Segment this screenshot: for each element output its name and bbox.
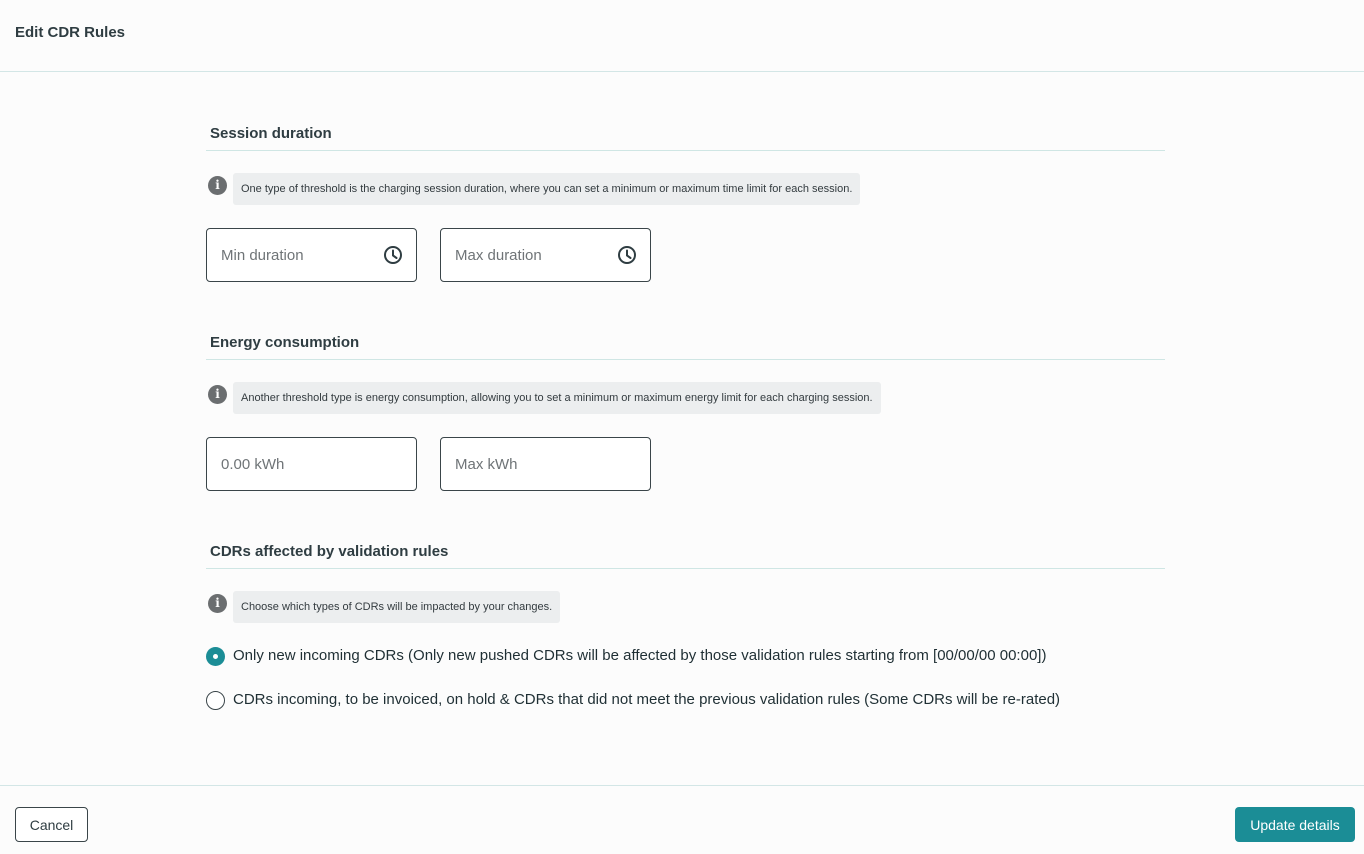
energy-consumption-title: Energy consumption: [210, 334, 360, 351]
radio-label[interactable]: Only new incoming CDRs (Only new pushed CDRs will be affected by those validation rules starting from [00/00/00 00:00]): [233, 647, 1047, 664]
session-duration-title: Session duration: [210, 125, 332, 142]
update-details-button[interactable]: Update details: [1235, 807, 1355, 842]
page-title: Edit CDR Rules: [15, 24, 126, 41]
max-duration-input[interactable]: [455, 229, 605, 281]
cancel-button[interactable]: Cancel: [15, 807, 88, 842]
info-icon: i: [208, 385, 227, 404]
page-header: [0, 0, 1364, 72]
energy-consumption-info: Another threshold type is energy consumption, allowing you to set a minimum or maximum energy limit for each charging session.: [233, 382, 881, 414]
max-kwh-field[interactable]: [440, 437, 651, 491]
radio-button[interactable]: [206, 691, 225, 710]
info-icon: i: [208, 176, 227, 195]
section-divider: [206, 568, 1165, 569]
min-duration-input[interactable]: [221, 229, 371, 281]
affected-cdrs-title: CDRs affected by validation rules: [210, 543, 449, 560]
clock-icon[interactable]: [617, 245, 637, 265]
section-divider: [206, 359, 1165, 360]
page-footer: [0, 785, 1364, 854]
session-duration-info: One type of threshold is the charging session duration, where you can set a minimum or maximum time limit for each session.: [233, 173, 860, 205]
info-icon: i: [208, 594, 227, 613]
clock-icon[interactable]: [383, 245, 403, 265]
radio-button-selected[interactable]: [206, 647, 225, 666]
min-kwh-input[interactable]: [221, 438, 371, 490]
max-duration-field[interactable]: [440, 228, 651, 282]
min-duration-field[interactable]: [206, 228, 417, 282]
min-kwh-field[interactable]: [206, 437, 417, 491]
section-divider: [206, 150, 1165, 151]
radio-label[interactable]: CDRs incoming, to be invoiced, on hold & CDRs that did not meet the previous validation rules (Some CDRs will be re-rated): [233, 691, 1061, 708]
max-kwh-input[interactable]: [455, 438, 605, 490]
affected-cdrs-info: Choose which types of CDRs will be impacted by your changes.: [233, 591, 560, 623]
